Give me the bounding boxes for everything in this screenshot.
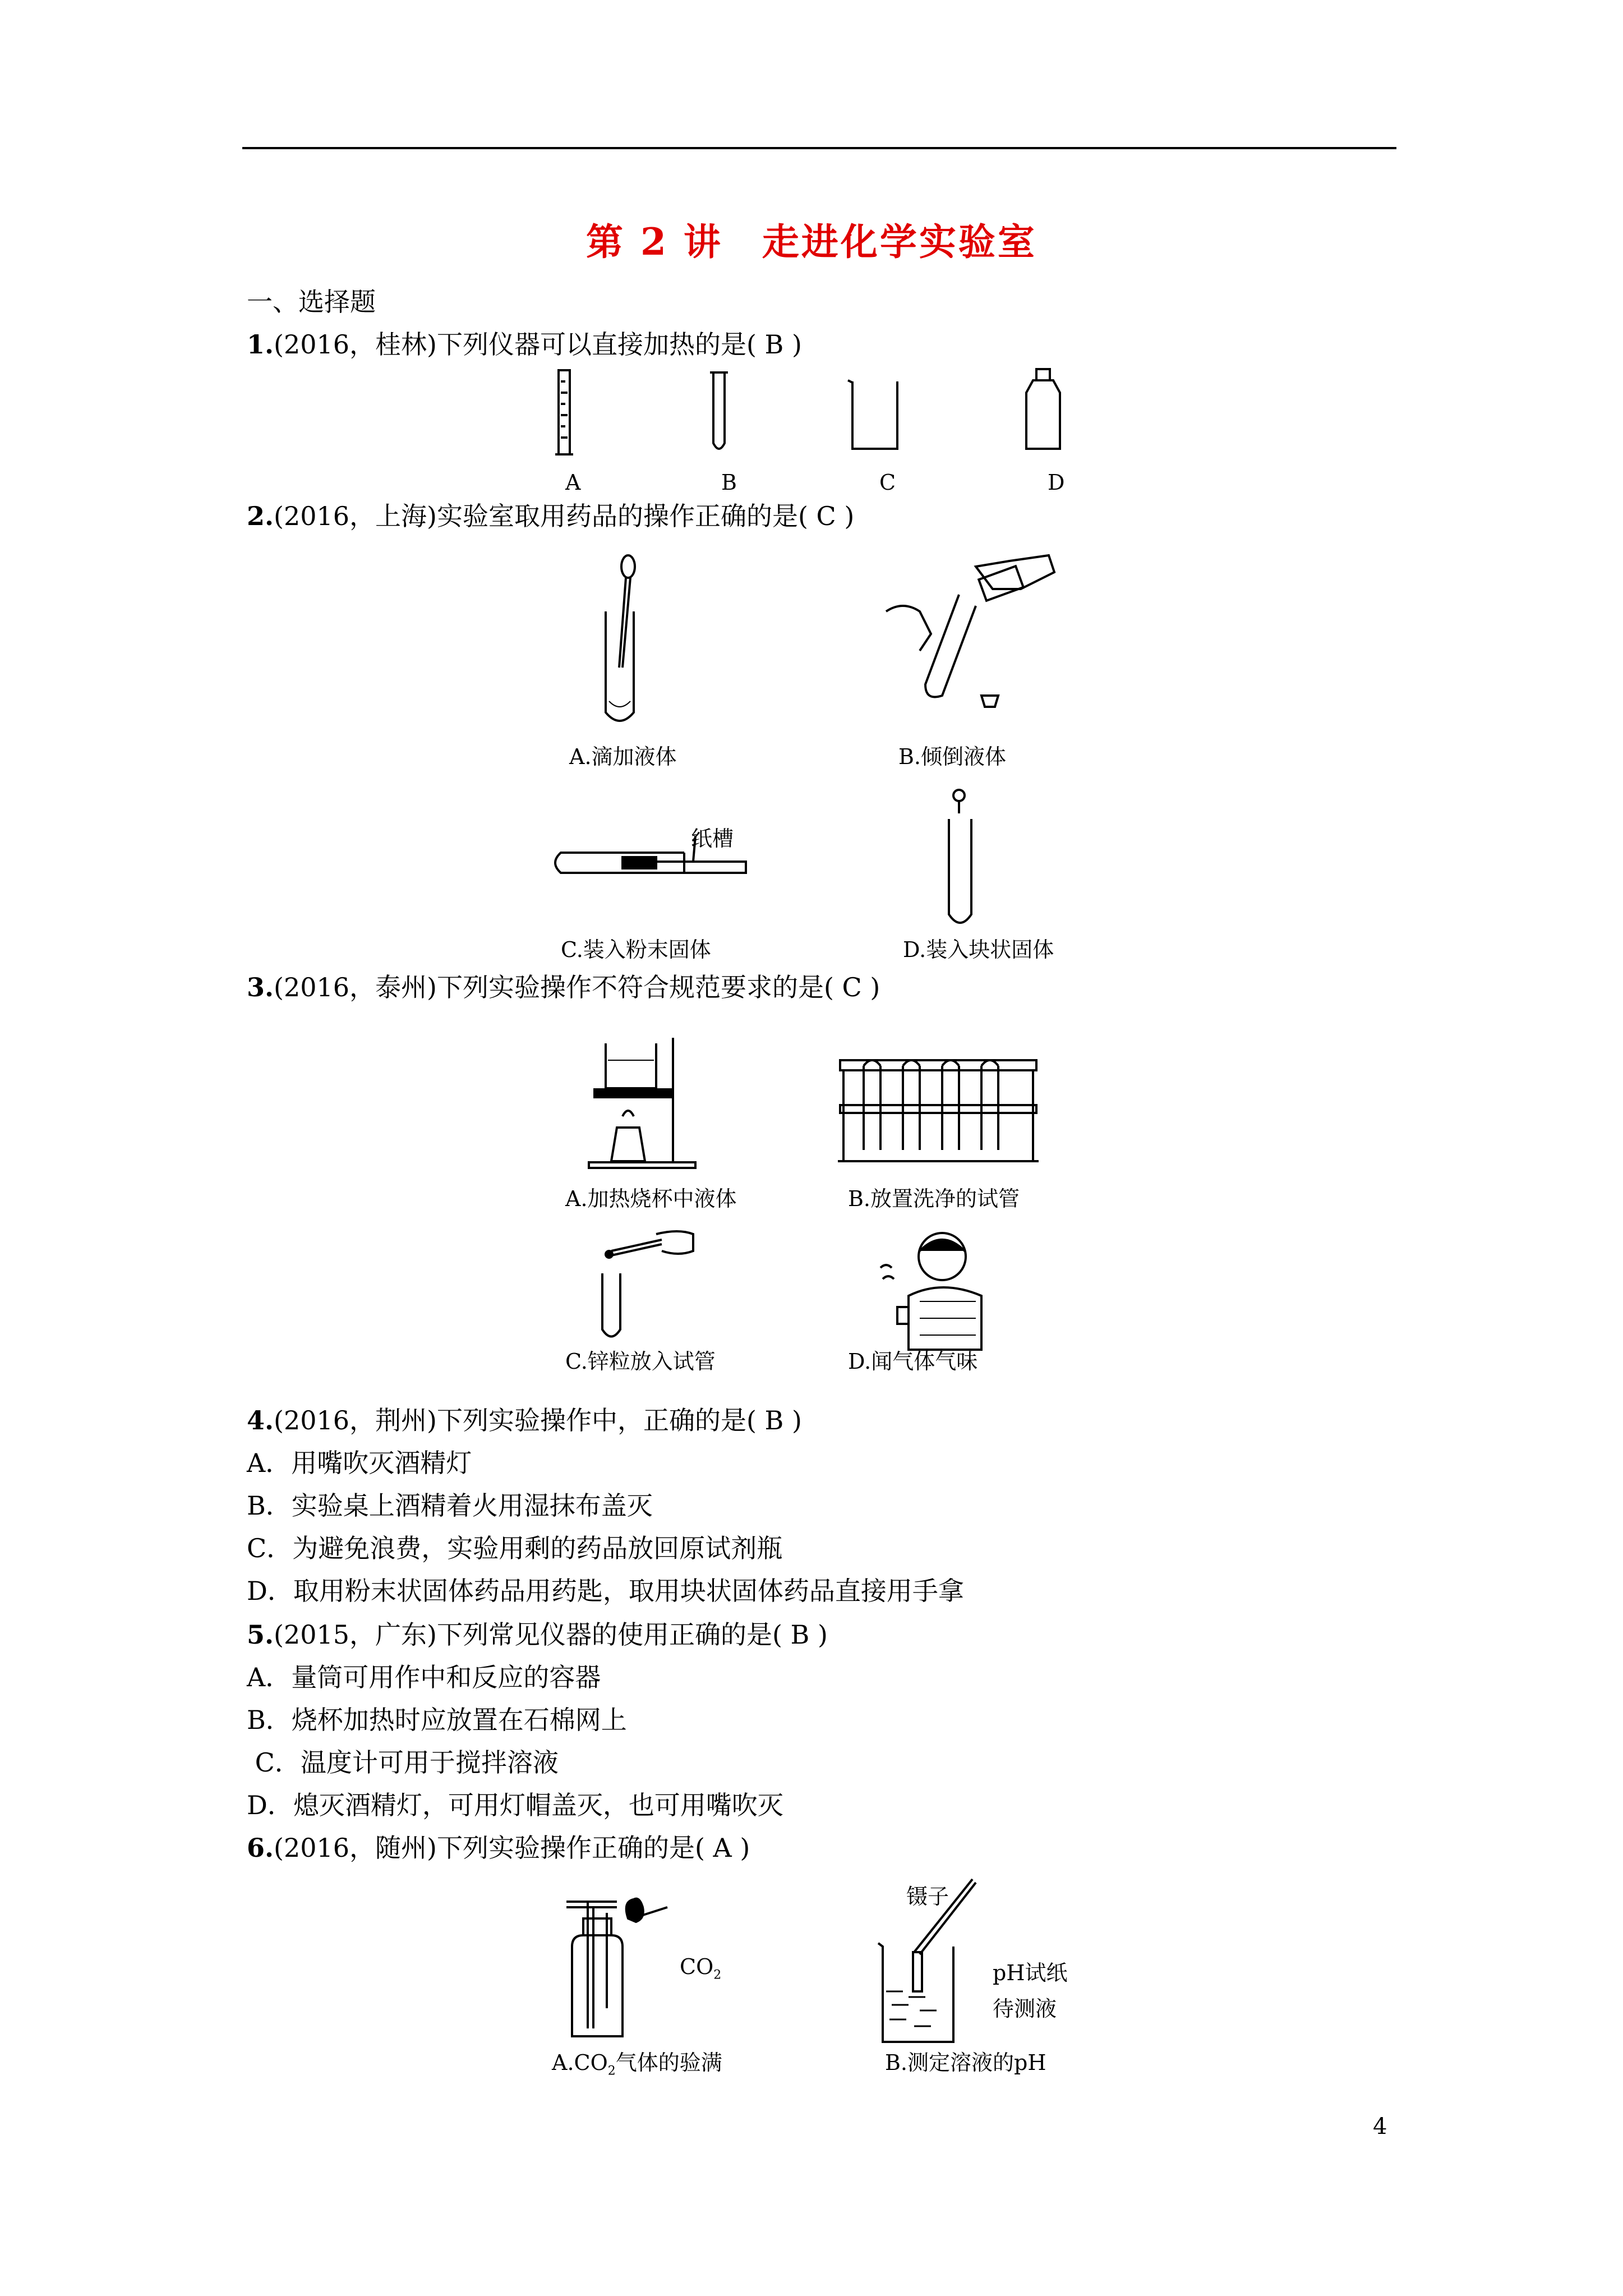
person-smelling-icon (880, 1233, 981, 1350)
test-tube-icon (710, 372, 728, 449)
test-tube-icon (949, 819, 971, 923)
question-1-text: (2016，桂林)下列仪器可以直接加热的是( B ) (274, 329, 802, 360)
question-6-number: 6. (247, 1833, 274, 1863)
question-1 (247, 328, 802, 361)
q4-option-d: D．取用粉末状固体药品用药匙，取用块状固体药品直接用手拿 (247, 1576, 964, 1606)
q6-co2-text: CO (680, 1954, 714, 1979)
q4-option-c: C．为避免浪费，实验用剩的药品放回原试剂瓶 (247, 1533, 783, 1563)
alcohol-lamp-icon (611, 1111, 645, 1161)
q6-co2-subscript: 2 (713, 1968, 722, 1982)
question-3 (247, 970, 880, 1004)
q6-figure-a (561, 1896, 673, 2042)
q6-tweezers-label: 镊子 (906, 1884, 949, 1909)
q5-option-d: D．熄灭酒精灯，可用灯帽盖灭，也可用嘴吹灭 (247, 1790, 783, 1820)
test-tube-icon (602, 1273, 620, 1337)
q2-figure-d (942, 785, 981, 931)
solid-granule-icon (953, 790, 965, 813)
q1-label-b: B (721, 470, 737, 495)
question-6 (247, 1831, 750, 1865)
q3-caption-c: C.锌粒放入试管 (565, 1349, 716, 1374)
q2-caption-c: C.装入粉末固体 (561, 937, 711, 962)
gas-collecting-bottle-icon (566, 1902, 623, 2036)
q1-label-c: C (879, 470, 896, 495)
q5-option-b: B．烧杯加热时应放置在石棉网上 (247, 1705, 627, 1735)
question-5 (247, 1618, 828, 1651)
burning-splint-icon (626, 1899, 667, 1922)
ph-paper-icon (913, 1952, 922, 1991)
question-4 (247, 1404, 802, 1437)
q6-ph-paper-label: pH试纸 (993, 1961, 1068, 1985)
q6-caption-a-pre: A.CO (552, 2050, 608, 2075)
q3-figure-a (583, 1032, 701, 1172)
stopper-icon (981, 696, 998, 707)
q2-figure-b (880, 550, 1066, 718)
q6-caption-b: B.测定溶液的pH (885, 2050, 1046, 2075)
q6-caption-a-sub: 2 (607, 2064, 616, 2078)
question-4-number: 4. (247, 1405, 274, 1435)
q3-figure-b (836, 1055, 1043, 1167)
q2-trough-label: 纸槽 (691, 826, 734, 851)
question-3-text: (2016，泰州)下列实验操作不符合规范要求的是( C ) (274, 972, 880, 1002)
q6-liquid-label: 待测液 (993, 1996, 1057, 2021)
header-rule (242, 147, 1396, 149)
question-5-number: 5. (247, 1619, 274, 1650)
beaker-icon (848, 380, 897, 449)
question-2-text: (2016，上海)实验室取用药品的操作正确的是( C ) (274, 501, 855, 531)
q3-caption-b: B.放置洗净的试管 (848, 1186, 1020, 1211)
q6-caption-a (552, 2045, 722, 2078)
hand-pouring-icon (886, 555, 1054, 651)
question-1-number: 1. (247, 329, 274, 360)
page-title: 第 2 讲 走进化学实验室 (586, 220, 1037, 264)
q2-figure-a (589, 550, 656, 735)
page-number: 4 (1373, 2114, 1387, 2139)
reagent-bottle-icon (1026, 369, 1060, 449)
q3-caption-d: D.闻气体气味 (848, 1349, 978, 1374)
question-3-number: 3. (247, 972, 274, 1002)
q3-caption-a: A.加热烧杯中液体 (565, 1186, 737, 1211)
graduated-cylinder-icon (555, 370, 573, 454)
question-6-text: (2016，随州)下列实验操作正确的是( A ) (274, 1833, 750, 1863)
q2-caption-a: A.滴加液体 (569, 744, 677, 769)
q5-option-a: A．量筒可用作中和反应的容器 (247, 1662, 601, 1692)
q3-figure-d (875, 1223, 987, 1352)
test-tube-rack-icon (838, 1060, 1039, 1161)
q1-label-d: D (1048, 470, 1065, 495)
q3-figure-c (594, 1228, 695, 1346)
dropper-icon (619, 555, 635, 668)
question-2 (247, 499, 854, 533)
section-heading: 一、选择题 (247, 287, 376, 317)
q2-caption-d: D.装入块状固体 (903, 937, 1054, 962)
question-5-text: (2015，广东)下列常见仪器的使用正确的是( B ) (274, 1619, 828, 1650)
question-4-text: (2016，荆州)下列实验操作中，正确的是( B ) (274, 1405, 802, 1435)
q2-caption-b: B.倾倒液体 (898, 744, 1007, 769)
beaker-icon (606, 1043, 656, 1088)
q4-option-a: A．用嘴吹灭酒精灯 (247, 1448, 472, 1478)
q4-option-b: B．实验桌上酒精着火用湿抹布盖灭 (247, 1490, 653, 1521)
q6-co2-label (680, 1954, 721, 1982)
q5-option-c: C．温度计可用于搅拌溶液 (247, 1747, 559, 1778)
tweezers-hand-icon (606, 1231, 693, 1258)
q1-figure (538, 365, 1099, 466)
q6-caption-a-post: 气体的验满 (615, 2050, 722, 2075)
q1-label-a: A (565, 470, 581, 495)
question-2-number: 2. (247, 501, 274, 531)
test-tube-icon (925, 595, 976, 697)
